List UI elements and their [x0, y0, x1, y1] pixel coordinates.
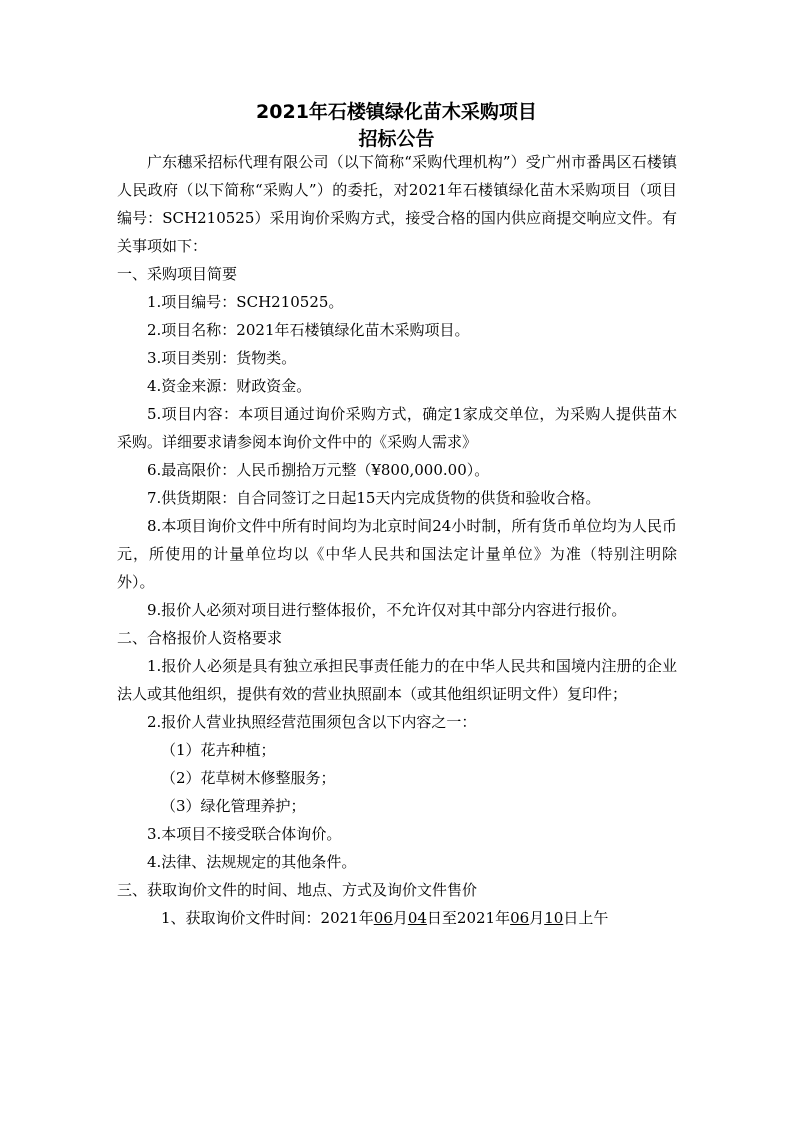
section1-item-6: 6.最高限价：人民币捌拾万元整（¥800,000.00）。 [147, 461, 490, 479]
end-month: 06 [510, 909, 530, 927]
section1-item-1: 1.项目编号：SCH210525。 [147, 293, 344, 311]
section1-item-5: 5.项目内容：本项目通过询价采购方式，确定1家成交单位，为采购人提供苗木采购。详细要求请参阅本询价文件中的《采购人需求》 [117, 405, 677, 451]
section3-item-1 [117, 904, 677, 932]
page-subtitle: 招标公告 [358, 128, 435, 150]
section2-item-3: 3.本项目不接受联合体询价。 [147, 825, 342, 843]
page-title: 2021年石楼镇绿化苗木采购项目 [256, 101, 537, 123]
start-day: 04 [407, 909, 427, 927]
section2-item-4: 4.法律、法规规定的其他条件。 [147, 853, 357, 871]
month-label-2: 月 [529, 909, 545, 927]
date-suffix: 日上午 [563, 909, 609, 927]
date-range-text: 日至2021年 [426, 909, 511, 927]
section1-item-4: 4.资金来源：财政资金。 [147, 377, 312, 395]
month-label-1: 月 [392, 909, 408, 927]
section1-item-9: 9.报价人必须对项目进行整体报价，不允许仅对其中部分内容进行报价。 [147, 601, 627, 619]
section1-item-7: 7.供货期限：自合同签订之日起15天内完成货物的供货和验收合格。 [147, 489, 601, 507]
start-month: 06 [373, 909, 393, 927]
section1-item-8: 8.本项目询价文件中所有时间均为北京时间24小时制，所有货币单位均为人民币元，所使用的计量单位均以《中华人民共和国法定计量单位》为准（特别注明除外）。 [117, 517, 677, 591]
date-prefix: 1、获取询价文件时间：2021年 [161, 909, 374, 927]
section3-heading: 三、获取询价文件的时间、地点、方式及询价文件售价 [117, 881, 478, 899]
section2-heading: 二、合格报价人资格要求 [117, 629, 283, 647]
end-day: 10 [544, 909, 564, 927]
section1-heading: 一、采购项目简要 [117, 265, 238, 283]
section2-item-2: 2.报价人营业执照经营范围须包含以下内容之一： [147, 713, 477, 731]
section2-sub-item-3: （3）绿化管理养护； [161, 797, 306, 815]
intro-paragraph: 广东穗采招标代理有限公司（以下简称“采购代理机构”）受广州市番禺区石楼镇人民政府（以下简称“采购人”）的委托，对2021年石楼镇绿化苗木采购项目（项目编号：SCH210525）采用询价采购方式，接受合格的国内供应商提交响应文件。有关事项如下： [117, 153, 677, 255]
section1-item-3: 3.项目类别：货物类。 [147, 349, 297, 367]
document-body [117, 148, 677, 932]
section1-item-2: 2.项目名称：2021年石楼镇绿化苗木采购项目。 [147, 321, 470, 339]
section2-sub-item-2: （2）花草树木修整服务； [161, 769, 336, 787]
section2-sub-item-1: （1）花卉种植； [161, 741, 276, 759]
section2-item-1: 1.报价人必须是具有独立承担民事责任能力的在中华人民共和国境内注册的企业法人或其他组织，提供有效的营业执照副本（或其他组织证明文件）复印件； [117, 657, 677, 703]
